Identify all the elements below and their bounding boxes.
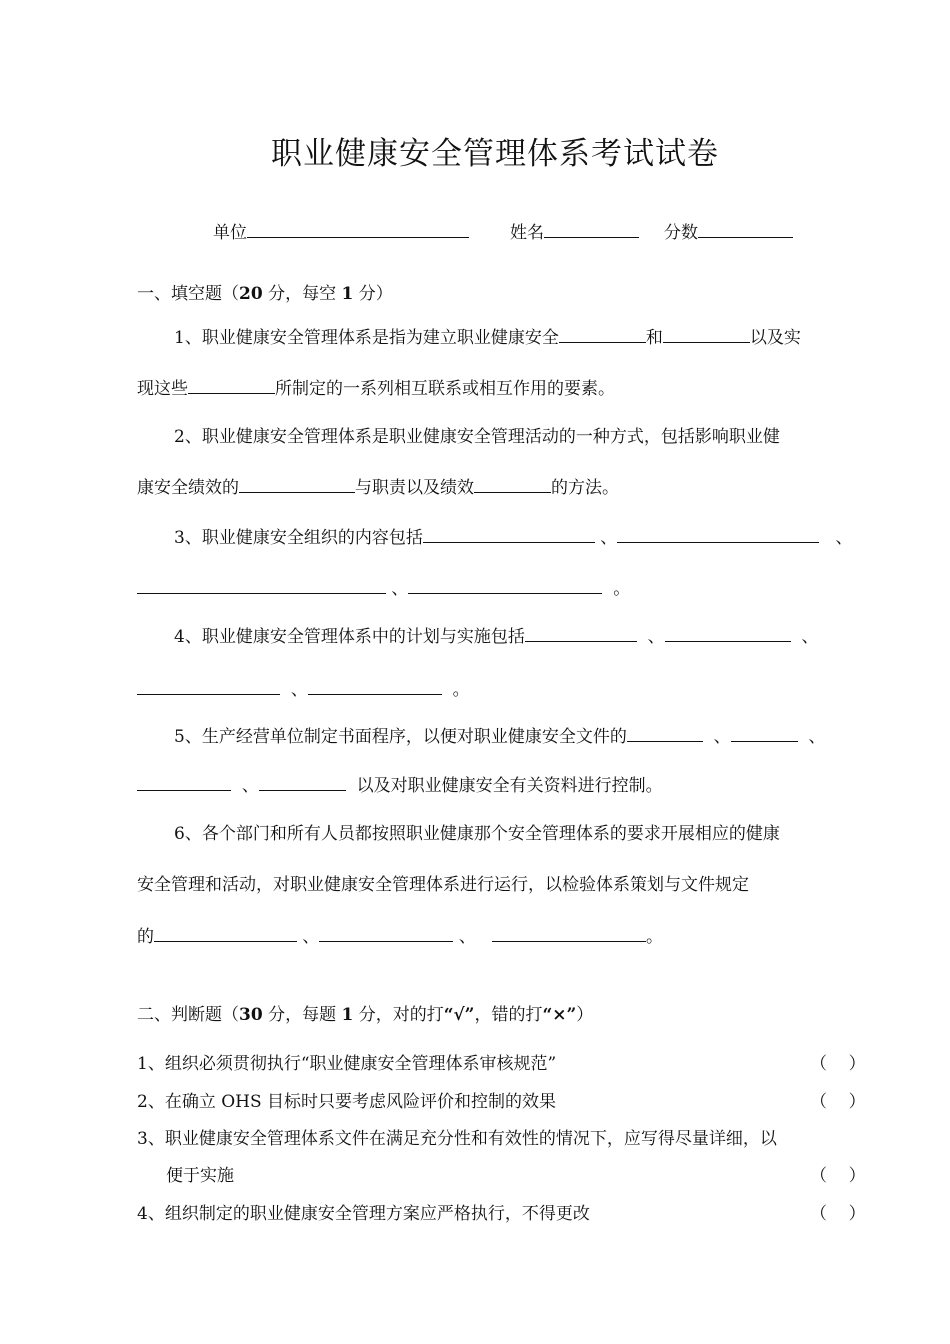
question-2-line-1: 2、职业健康安全管理体系是职业健康安全管理活动的一种方式，包括影响职业健 [174, 427, 780, 447]
section-1-heading: 一、填空题（20 分，每空 1 分） [137, 284, 393, 304]
question-6-line-3: 的 、 、 。 [137, 924, 663, 949]
question-6-line-2: 安全管理和活动，对职业健康安全管理体系进行运行，以检验体系策划与文件规定 [137, 875, 749, 895]
tf-answer-2: （ ） [810, 1092, 866, 1112]
tf-question-4: 4、组织制定的职业健康安全管理方案应严格执行，不得更改 [137, 1204, 590, 1224]
score-blank [698, 220, 793, 238]
unit-field [213, 220, 469, 244]
tf-answer-4: （ ） [810, 1204, 866, 1224]
question-1-line-2: 现这些 所制定的一系列相互联系或相互作用的要素。 [137, 376, 615, 401]
question-1-line-1: 1、职业健康安全管理体系是指为建立职业健康安全 和 以及实 [174, 325, 801, 350]
tf-answer-1: （ ） [810, 1054, 866, 1074]
question-6-line-1: 6、各个部门和所有人员都按照职业健康那个安全管理体系的要求开展相应的健康 [174, 824, 780, 844]
question-5-line-2: 、 以及对职业健康安全有关资料进行控制。 [137, 773, 663, 798]
unit-label: 单位 [213, 223, 247, 243]
name-blank [544, 220, 639, 238]
question-3-line-1: 3、职业健康安全组织的内容包括 、 、 [174, 525, 852, 550]
name-field [510, 220, 639, 244]
question-3-line-2: 、 。 [137, 576, 630, 601]
name-label: 姓名 [510, 223, 544, 243]
question-4-line-2: 、 。 [137, 677, 470, 702]
score-field [664, 220, 793, 244]
tf-question-2: 2、在确立 OHS 目标时只要考虑风险评价和控制的效果 [137, 1092, 557, 1112]
question-4-line-1: 4、职业健康安全管理体系中的计划与实施包括 、 、 [174, 624, 818, 649]
question-2-line-2: 康安全绩效的 与职责以及绩效 的方法。 [137, 475, 619, 500]
unit-blank [247, 220, 469, 238]
page-title: 职业健康安全管理体系考试试卷 [271, 136, 719, 172]
tf-answer-3: （ ） [810, 1166, 866, 1186]
section-2-heading: 二、判断题（30 分，每题 1 分，对的打“√”，错的打“×”） [137, 1005, 594, 1025]
tf-question-3: 3、职业健康安全管理体系文件在满足充分性和有效性的情况下，应写得尽量详细，以 [137, 1129, 777, 1149]
tf-question-3-cont: 便于实施 [166, 1166, 234, 1186]
question-5-line-1: 5、生产经营单位制定书面程序，以便对职业健康安全文件的 、 、 [174, 724, 825, 749]
score-label: 分数 [664, 223, 698, 243]
tf-question-1: 1、组织必须贯彻执行“职业健康安全管理体系审核规范” [137, 1054, 557, 1074]
